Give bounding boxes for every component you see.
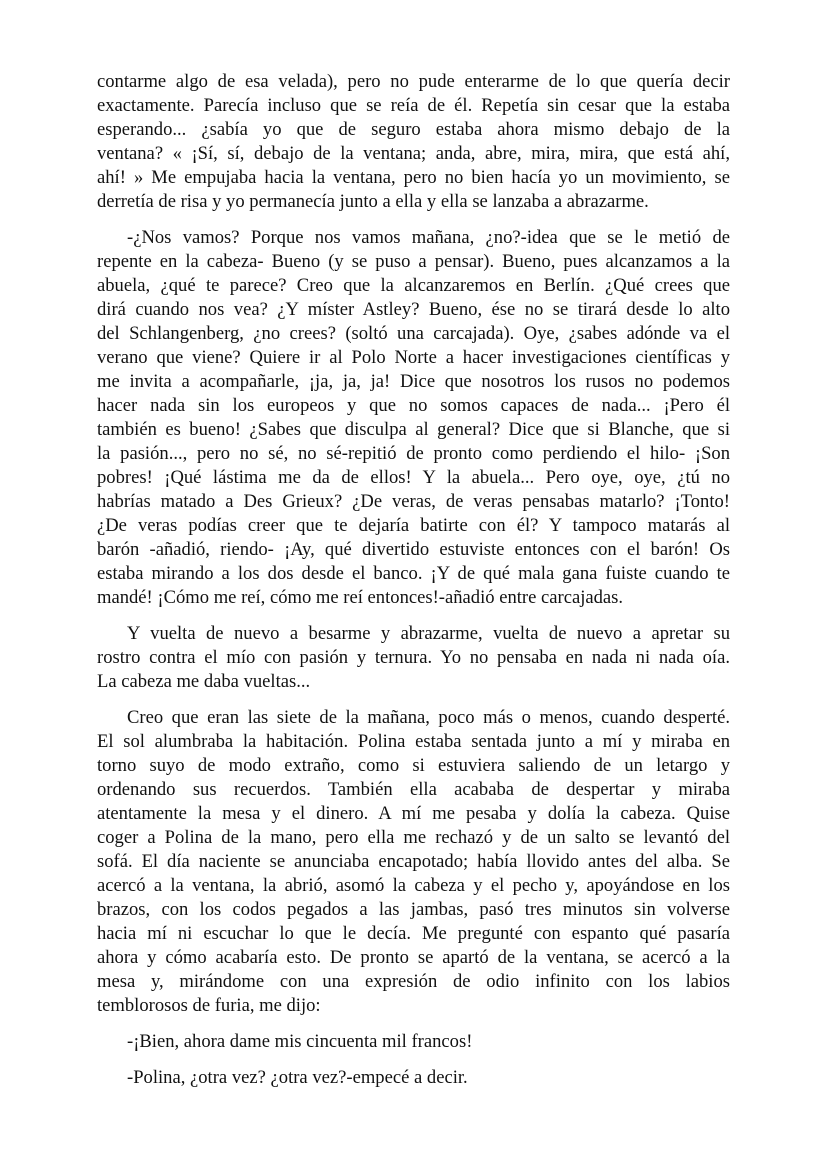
text-line: ¿De veras podías creer que te dejaría batirte con él? Y tampoco matarás al [97, 515, 730, 536]
text-line: del Schlangenberg, ¿no crees? (soltó una carcajada). Oye, ¿sabes adónde va el [97, 323, 730, 344]
text-line: Y vuelta de nuevo a besarme y abrazarme, vuelta de nuevo a apretar su [127, 623, 730, 644]
text-line: -Polina, ¿otra vez? ¿otra vez?-empecé a decir. [127, 1067, 468, 1088]
text-line: dirá cuando nos vea? ¿Y míster Astley? Bueno, ése no se tirará desde lo alto [97, 299, 730, 320]
text-line: mandé! ¡Cómo me reí, cómo me reí entonces!-añadió entre carcajadas. [97, 587, 624, 608]
paragraph [97, 706, 730, 1018]
text-line: ahora y cómo acabaría esto. De pronto se apartó de la ventana, se acercó a la [97, 947, 730, 968]
text-line: hacia mí ni escuchar lo que le decía. Me pregunté con espanto qué pasaría [97, 923, 730, 944]
text-line: verano que viene? Quiere ir al Polo Norte a hacer investigaciones científicas y [97, 347, 730, 368]
text-line: ventana? « ¡Sí, sí, debajo de la ventana; anda, abre, mira, mira, que está ahí, [97, 143, 730, 164]
text-line: estaba mirando a los dos desde el banco. ¡Y de qué mala gana fuiste cuando te [97, 563, 730, 584]
paragraph [97, 1066, 730, 1090]
text-line: hacer nada sin los europeos y que no somos capaces de nada... ¡Pero él [97, 395, 730, 416]
text-line: me invita a acompañarle, ¡ja, ja, ja! Dice que nosotros los rusos no podemos [97, 371, 730, 392]
text-line: mesa y, mirándome con una expresión de odio infinito con los labios [97, 971, 730, 992]
text-line: abuela, ¿qué te parece? Creo que la alcanzaremos en Berlín. ¿Qué crees que [97, 275, 730, 296]
text-line: atentamente la mesa y el dinero. A mí me pesaba y dolía la cabeza. Quise [97, 803, 730, 824]
text-line: ahí! » Me empujaba hacia la ventana, pero no bien hacía yo un movimiento, se [97, 167, 730, 188]
text-line: -¿Nos vamos? Porque nos vamos mañana, ¿no?-idea que se le metió de [127, 227, 730, 248]
text-line: repente en la cabeza- Bueno (y se puso a pensar). Bueno, pues alcanzamos a la [97, 251, 730, 272]
text-line: temblorosos de furia, me dijo: [97, 995, 321, 1016]
text-line: acercó a la ventana, la abrió, asomó la cabeza y el pecho y, apoyándose en los [97, 875, 730, 896]
paragraph [97, 1030, 730, 1054]
text-line: Creo que eran las siete de la mañana, poco más o menos, cuando desperté. [127, 707, 730, 728]
text-line: -¡Bien, ahora dame mis cincuenta mil francos! [127, 1031, 473, 1052]
text-line: barón -añadió, riendo- ¡Ay, qué divertido estuviste entonces con el barón! Os [97, 539, 730, 560]
text-line: pobres! ¡Qué lástima me da de ellos! Y la abuela... Pero oye, oye, ¿tú no [97, 467, 730, 488]
text-line: coger a Polina de la mano, pero ella me rechazó y de un salto se levantó del [97, 827, 730, 848]
text-line: La cabeza me daba vueltas... [97, 671, 311, 692]
paragraph [97, 622, 730, 694]
text-line: ordenando sus recuerdos. También ella acababa de despertar y miraba [97, 779, 730, 800]
text-line: brazos, con los codos pegados a las jambas, pasó tres minutos sin volverse [97, 899, 730, 920]
text-line: también es bueno! ¿Sabes que disculpa al general? Dice que si Blanche, que si [97, 419, 730, 440]
document-page [97, 70, 730, 1102]
text-line: derretía de risa y yo permanecía junto a ella y ella se lanzaba a abrazarme. [97, 191, 649, 212]
paragraph [97, 226, 730, 610]
text-line: El sol alumbraba la habitación. Polina estaba sentada junto a mí y miraba en [97, 731, 730, 752]
text-line: habrías matado a Des Grieux? ¿De veras, de veras pensabas matarlo? ¡Tonto! [97, 491, 730, 512]
text-line: torno suyo de modo extraño, como si estuviera saliendo de un letargo y [97, 755, 730, 776]
text-line: exactamente. Parecía incluso que se reía de él. Repetía sin cesar que la estaba [97, 95, 730, 116]
text-line: rostro contra el mío con pasión y ternura. Yo no pensaba en nada ni nada oía. [97, 647, 730, 668]
text-line: la pasión..., pero no sé, no sé-repitió de pronto como perdiendo el hilo- ¡Son [97, 443, 730, 464]
paragraph [97, 70, 730, 214]
text-line: sofá. El día naciente se anunciaba encapotado; había llovido antes del alba. Se [97, 851, 730, 872]
text-line: esperando... ¿sabía yo que de seguro estaba ahora mismo debajo de la [97, 119, 730, 140]
text-line: contarme algo de esa velada), pero no pude enterarme de lo que quería decir [97, 71, 730, 92]
